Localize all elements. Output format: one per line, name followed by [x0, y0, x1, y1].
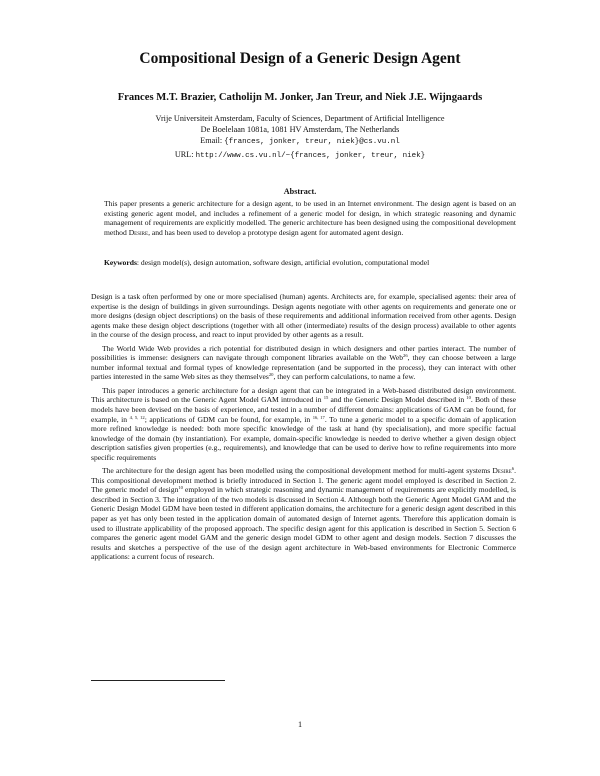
citation-ref: 6: [511, 466, 515, 472]
affiliation-address: De Boelelaan 1081a, 1081 HV Amsterdam, The Netherlands: [200, 125, 400, 135]
citation-ref: 10: [178, 485, 183, 491]
p3-text-d: ; applications of GDM can be found, for example, in: [144, 414, 313, 424]
citation-ref: 16, 17: [312, 414, 325, 420]
abstract-desire: Desire: [128, 227, 149, 237]
p4-text-a: The architecture for the design agent has been modelled using the compositional development method for multi-agent systems: [102, 466, 493, 476]
keywords-label: Keywords: [104, 258, 137, 267]
keywords-line: [104, 258, 544, 268]
email-label: Email:: [200, 136, 223, 146]
url-label: URL:: [174, 149, 194, 159]
body-paragraph-2: [91, 344, 516, 382]
abstract-text-part-2: , and has been used to develop a prototype design agent for automated agent design.: [148, 227, 404, 237]
p3-text-b: and the Generic Design Model described in: [328, 395, 467, 405]
abstract-text-part-1: This paper presents a generic architecture for a design agent, to be used in an Internet environment. The design agent is based on an existing generic agent model, and includes a refinement of a generic model for design, in which strategic reasoning and dynamic management of requirements are explicitly modelled. The generic architecture has been designed using the compositional development method: [104, 199, 516, 237]
p3-text-a: This paper introduces a generic architecture for a design agent that can be integrated in a Web-based distributed design environment. This architecture is based on the Generic Agent Model GAM introduced in: [91, 385, 516, 405]
citation-ref: 26: [403, 353, 408, 359]
p3-text-c: . Both of these models have been devised on the basis of experience, and tested in a number of different domains: applications of GAM can be found, for example, in: [91, 395, 516, 424]
citation-ref: 20: [268, 372, 274, 378]
p2-text-c: , they can perform calculations, to name a few.: [273, 372, 416, 382]
affiliation-url-line: [0, 149, 600, 162]
paper-title: Compositional Design of a Generic Design Agent: [139, 50, 461, 67]
email-address: {frances, jonker, treur, niek}@cs.vu.nl: [224, 138, 400, 147]
affiliation-department: Vrije Universiteit Amsterdam, Faculty of Sciences, Department of Artificial Intelligence: [155, 114, 445, 123]
body-paragraph-1: Design is a task often performed by one or more specialised (human) agents. Architects are, for example, specialised agents: their area of expertise is the design of buildings in given surroundings. Design agents negotiate with other agents on requirements and generate one or more designs (design object descriptions) on the basis of these requirements and additional information received from other agents. Design agents make these design object descriptions (together with all other (intermediate) results of the design process) available to other agents in the course of the design process, and react to input provided by other agents as a result.: [91, 292, 516, 340]
p3-text-e: . To tune a generic model to a specific domain of application more refined knowledge is needed: both more specific knowledge of the task at hand (by specialisation), and more specific factual knowledge of the domain (by instantiation). For example, domain-specific knowledge is needed to derive whether a given design object description satisfies given properties (e.g., requirements), and knowledge that can be used to derive how to refine requirements into more specific requirements: [91, 414, 516, 462]
p4-text-b: . This compositional development method is briefly introduced in Section 1. The generic agent model employed is described in Section 2. The generic model of design: [91, 466, 516, 495]
abstract-heading: Abstract.: [283, 187, 317, 196]
footnote-rule: [91, 680, 225, 681]
p4-text-c: employed in which strategic reasoning and dynamic management of requirements are explicitly modelled, is described in Section 3. The integration of the two models is discussed in Section 4. Although both the Generic Agent Model GAM and the Generic Design Model GDM have been tested in different application domains, the architecture for a generic design agent described in this paper as yet has only been tested in the application domain of automated design of Internet agents. Therefore this application domain is used to illustrate applicability of the proposed approach. The specific design agent for this application is described in Section 5. Section 6 compares the generic agent model GAM and the generic design model GDM to other agent and design models. Section 7 discusses the results and sketches a perspective of the use of the design agent architecture in Web-based environments for Electronic Commerce applications: a current focus of research.: [91, 485, 516, 562]
body-paragraph-4: [91, 466, 516, 561]
citation-ref: 15: [323, 395, 329, 401]
body-text: [91, 292, 516, 566]
body-paragraph-3: [91, 386, 516, 462]
p2-text-a: The World Wide Web provides a rich potential for distributed design in which designers and other parties interact. The number of possibilities is immense: designers can navigate through component libraries available on the Web: [91, 343, 516, 363]
keywords-text: : design model(s), design automation, software design, artificial evolution, computational model: [136, 258, 430, 267]
citation-ref: 10: [466, 395, 471, 401]
page-number: 1: [297, 720, 303, 729]
author-list: Frances M.T. Brazier, Catholijn M. Jonker, Jan Treur, and Niek J.E. Wijngaards: [117, 92, 483, 103]
citation-ref: 4, 5, 12: [129, 414, 145, 420]
affiliation-block: [0, 113, 600, 162]
url-address: http://www.cs.vu.nl/~{frances, jonker, treur, niek}: [195, 151, 426, 160]
p4-desire: Desire: [492, 466, 512, 476]
p2-text-b: , they can choose between a large number informal textual and formal types of knowledge representation (and be supported in the process), they can interact with other parties interested in the same Web sites as they themselves: [91, 353, 516, 382]
affiliation-email-line: [0, 135, 600, 148]
abstract-text: [104, 199, 516, 237]
